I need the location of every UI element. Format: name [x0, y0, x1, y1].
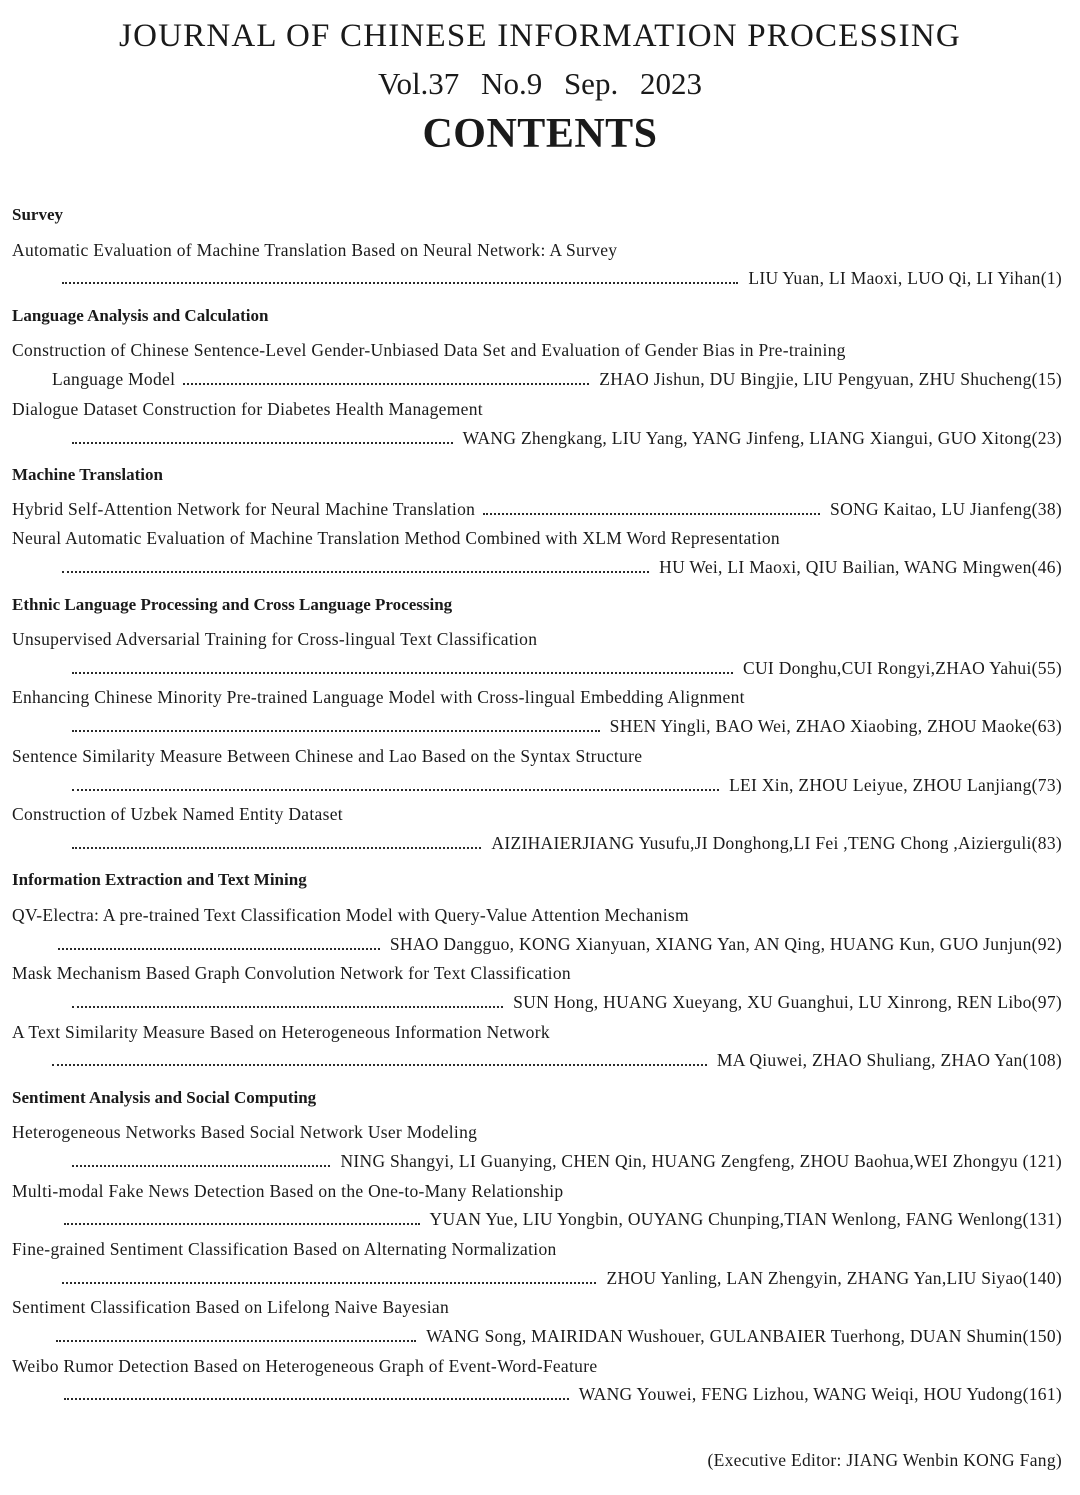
entry-leader	[72, 833, 1062, 857]
entry-title: Automatic Evaluation of Machine Translation Based on Neural Network: A Survey	[12, 240, 618, 260]
entry-authors: HU Wei, LI Maoxi, QIU Bailian, WANG Mingwen(46)	[659, 557, 1062, 577]
entry-leader	[72, 658, 1062, 682]
entry-leader	[64, 1209, 1062, 1233]
entry-authors: SHAO Dangguo, KONG Xianyuan, XIANG Yan, AN Qing, HUANG Kun, GUO Junjun(92)	[389, 934, 1062, 954]
entry-leader	[12, 499, 1062, 523]
entry-leader	[72, 428, 1062, 452]
entry-title: Sentence Similarity Measure Between Chinese and Lao Based on the Syntax Structure	[12, 746, 643, 766]
entry-authors: NING Shangyi, LI Guanying, CHEN Qin, HUANG Zengfeng, ZHOU Baohua,WEI Zhongyu (121)	[340, 1151, 1062, 1171]
section-sentiment-analysis: Sentiment Analysis and Social Computing	[12, 1088, 317, 1107]
entry-authors: WANG Zhengkang, LIU Yang, YANG Jinfeng, LIANG Xiangui, GUO Xitong(23)	[462, 428, 1062, 448]
entry-authors: ZHOU Yanling, LAN Zhengyin, ZHANG Yan,LIU Siyao(140)	[606, 1268, 1062, 1288]
entry-title: Fine-grained Sentiment Classification Based on Alternating Normalization	[12, 1239, 557, 1259]
entry-title: A Text Similarity Measure Based on Heterogeneous Information Network	[12, 1022, 550, 1042]
contents-heading: CONTENTS	[422, 111, 658, 157]
entry-title-continuation: Language Model	[52, 369, 176, 389]
executive-editor-note: (Executive Editor: JIANG Wenbin KONG Fang)	[707, 1450, 1062, 1470]
entry-title: Construction of Chinese Sentence-Level Gender-Unbiased Data Set and Evaluation of Gender Bias in Pre-training	[12, 340, 846, 360]
entry-leader	[72, 716, 1062, 740]
entry-title: Unsupervised Adversarial Training for Cross-lingual Text Classification	[12, 629, 538, 649]
entry-authors: CUI Donghu,CUI Rongyi,ZHAO Yahui(55)	[743, 658, 1062, 678]
entry-leader	[72, 775, 1062, 799]
journal-title: JOURNAL OF CHINESE INFORMATION PROCESSING	[119, 18, 961, 54]
entry-leader	[58, 934, 1062, 958]
entry-authors: MA Qiuwei, ZHAO Shuliang, ZHAO Yan(108)	[716, 1050, 1062, 1070]
entry-authors: WANG Song, MAIRIDAN Wushouer, GULANBAIER Tuerhong, DUAN Shumin(150)	[426, 1326, 1062, 1346]
entry-authors: SONG Kaitao, LU Jianfeng(38)	[830, 499, 1062, 519]
section-machine-translation: Machine Translation	[12, 465, 163, 484]
entry-title: Sentiment Classification Based on Lifelong Naive Bayesian	[12, 1297, 450, 1317]
entry-title: Enhancing Chinese Minority Pre-trained Language Model with Cross-lingual Embedding Alignment	[12, 687, 745, 707]
entry-title: Neural Automatic Evaluation of Machine Translation Method Combined with XLM Word Representation	[12, 528, 780, 548]
entry-authors: LEI Xin, ZHOU Leiyue, ZHOU Lanjiang(73)	[729, 775, 1062, 795]
entry-authors: AIZIHAIERJIANG Yusufu,JI Donghong,LI Fei ,TENG Chong ,Aizierguli(83)	[491, 833, 1062, 853]
entry-title: Mask Mechanism Based Graph Convolution Network for Text Classification	[12, 963, 571, 983]
entry-leader	[72, 992, 1062, 1016]
section-survey: Survey	[12, 205, 63, 224]
entry-leader	[62, 1268, 1062, 1292]
entry-title: Construction of Uzbek Named Entity Dataset	[12, 804, 343, 824]
entry-title: Dialogue Dataset Construction for Diabetes Health Management	[12, 399, 483, 419]
entry-authors: YUAN Yue, LIU Yongbin, OUYANG Chunping,TIAN Wenlong, FANG Wenlong(131)	[429, 1209, 1062, 1229]
entry-title: Weibo Rumor Detection Based on Heterogeneous Graph of Event-Word-Feature	[12, 1356, 598, 1376]
entry-title: Multi-modal Fake News Detection Based on the One-to-Many Relationship	[12, 1181, 564, 1201]
entry-title: Heterogeneous Networks Based Social Network User Modeling	[12, 1122, 478, 1142]
section-ethnic-language: Ethnic Language Processing and Cross Language Processing	[12, 595, 453, 614]
entry-title: QV-Electra: A pre-trained Text Classification Model with Query-Value Attention Mechanism	[12, 905, 689, 925]
entry-title: Hybrid Self-Attention Network for Neural Machine Translation	[12, 499, 476, 519]
entry-leader	[72, 1151, 1062, 1175]
issue-line: Vol.37 No.9 Sep. 2023	[378, 66, 702, 101]
entry-leader	[62, 268, 1062, 292]
entry-leader	[64, 1384, 1062, 1408]
section-information-extraction: Information Extraction and Text Mining	[12, 870, 307, 889]
section-language-analysis: Language Analysis and Calculation	[12, 306, 269, 325]
entry-leader	[52, 369, 1062, 393]
entry-leader	[62, 557, 1062, 581]
entry-authors: WANG Youwei, FENG Lizhou, WANG Weiqi, HOU Yudong(161)	[578, 1384, 1062, 1404]
entry-leader	[52, 1050, 1062, 1074]
entry-authors: SUN Hong, HUANG Xueyang, XU Guanghui, LU Xinrong, REN Libo(97)	[513, 992, 1062, 1012]
entry-authors: LIU Yuan, LI Maoxi, LUO Qi, LI Yihan(1)	[748, 268, 1062, 288]
entry-authors: ZHAO Jishun, DU Bingjie, LIU Pengyuan, ZHU Shucheng(15)	[599, 369, 1062, 389]
entry-leader	[56, 1326, 1062, 1350]
entry-authors: SHEN Yingli, BAO Wei, ZHAO Xiaobing, ZHOU Maoke(63)	[609, 716, 1062, 736]
